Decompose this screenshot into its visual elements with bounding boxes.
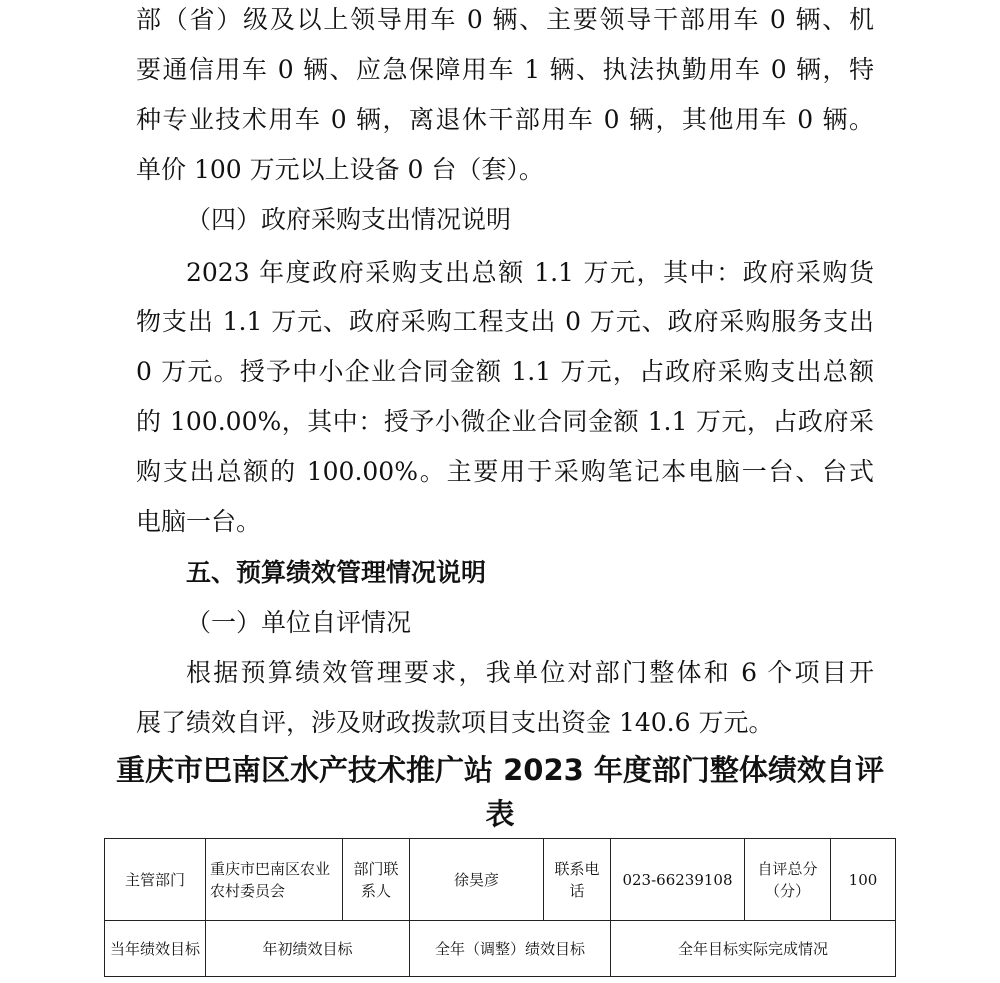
self-eval-line: 根据预算绩效管理要求，我单位对部门整体和 6 个项目开 <box>186 658 874 687</box>
dept-value-cell: 重庆市巴南区农业农村委员会 <box>206 839 343 921</box>
initial-goal-header: 年初绩效目标 <box>206 921 410 977</box>
table-row <box>105 839 896 921</box>
subsection-heading: （一）单位自评情况 <box>186 608 412 637</box>
procurement-line: 0 万元。授予中小企业合同金额 1.1 万元，占政府采购支出总额 <box>136 357 874 386</box>
self-eval-line: 展了绩效自评，涉及财政拨款项目支出资金 140.6 万元。 <box>136 708 774 737</box>
procurement-line: 购支出总额的 100.00%。主要用于采购笔记本电脑一台、台式 <box>136 457 874 486</box>
procurement-line: 2023 年度政府采购支出总额 1.1 万元，其中：政府采购货 <box>186 258 874 287</box>
table-row <box>105 921 896 977</box>
score-label-cell: 自评总分（分） <box>745 839 831 921</box>
procurement-line: 物支出 1.1 万元、政府采购工程支出 0 万元、政府采购服务支出 <box>136 307 874 336</box>
section-heading-five: 五、预算绩效管理情况说明 <box>186 558 487 587</box>
phone-value-cell: 023-66239108 <box>611 839 745 921</box>
goal-label-cell: 当年绩效目标 <box>105 921 206 977</box>
body-line: 单价 100 万元以上设备 0 台（套）。 <box>136 155 544 184</box>
table-title: 重庆市巴南区水产技术推广站 2023 年度部门整体绩效自评 <box>116 753 884 787</box>
procurement-line: 的 100.00%，其中：授予小微企业合同金额 1.1 万元，占政府采 <box>136 407 874 436</box>
dept-label-cell: 主管部门 <box>105 839 206 921</box>
contact-label-cell: 部门联系人 <box>343 839 410 921</box>
actual-completion-header: 全年目标实际完成情况 <box>611 921 896 977</box>
score-value-cell: 100 <box>831 839 896 921</box>
phone-label-cell: 联系电话 <box>544 839 611 921</box>
procurement-line: 电脑一台。 <box>136 507 262 536</box>
body-line: 种专业技术用车 0 辆，离退休干部用车 0 辆，其他用车 0 辆。 <box>136 105 874 134</box>
body-line: 要通信用车 0 辆、应急保障用车 1 辆、执法执勤用车 0 辆，特 <box>136 55 874 84</box>
adjusted-goal-header: 全年（调整）绩效目标 <box>410 921 611 977</box>
section-heading-four: （四）政府采购支出情况说明 <box>186 205 512 234</box>
body-line: 部（省）级及以上领导用车 0 辆、主要领导干部用车 0 辆、机 <box>136 5 874 34</box>
table-title-continued: 表 <box>485 797 515 831</box>
performance-table <box>104 838 896 977</box>
contact-value-cell: 徐昊彦 <box>410 839 544 921</box>
